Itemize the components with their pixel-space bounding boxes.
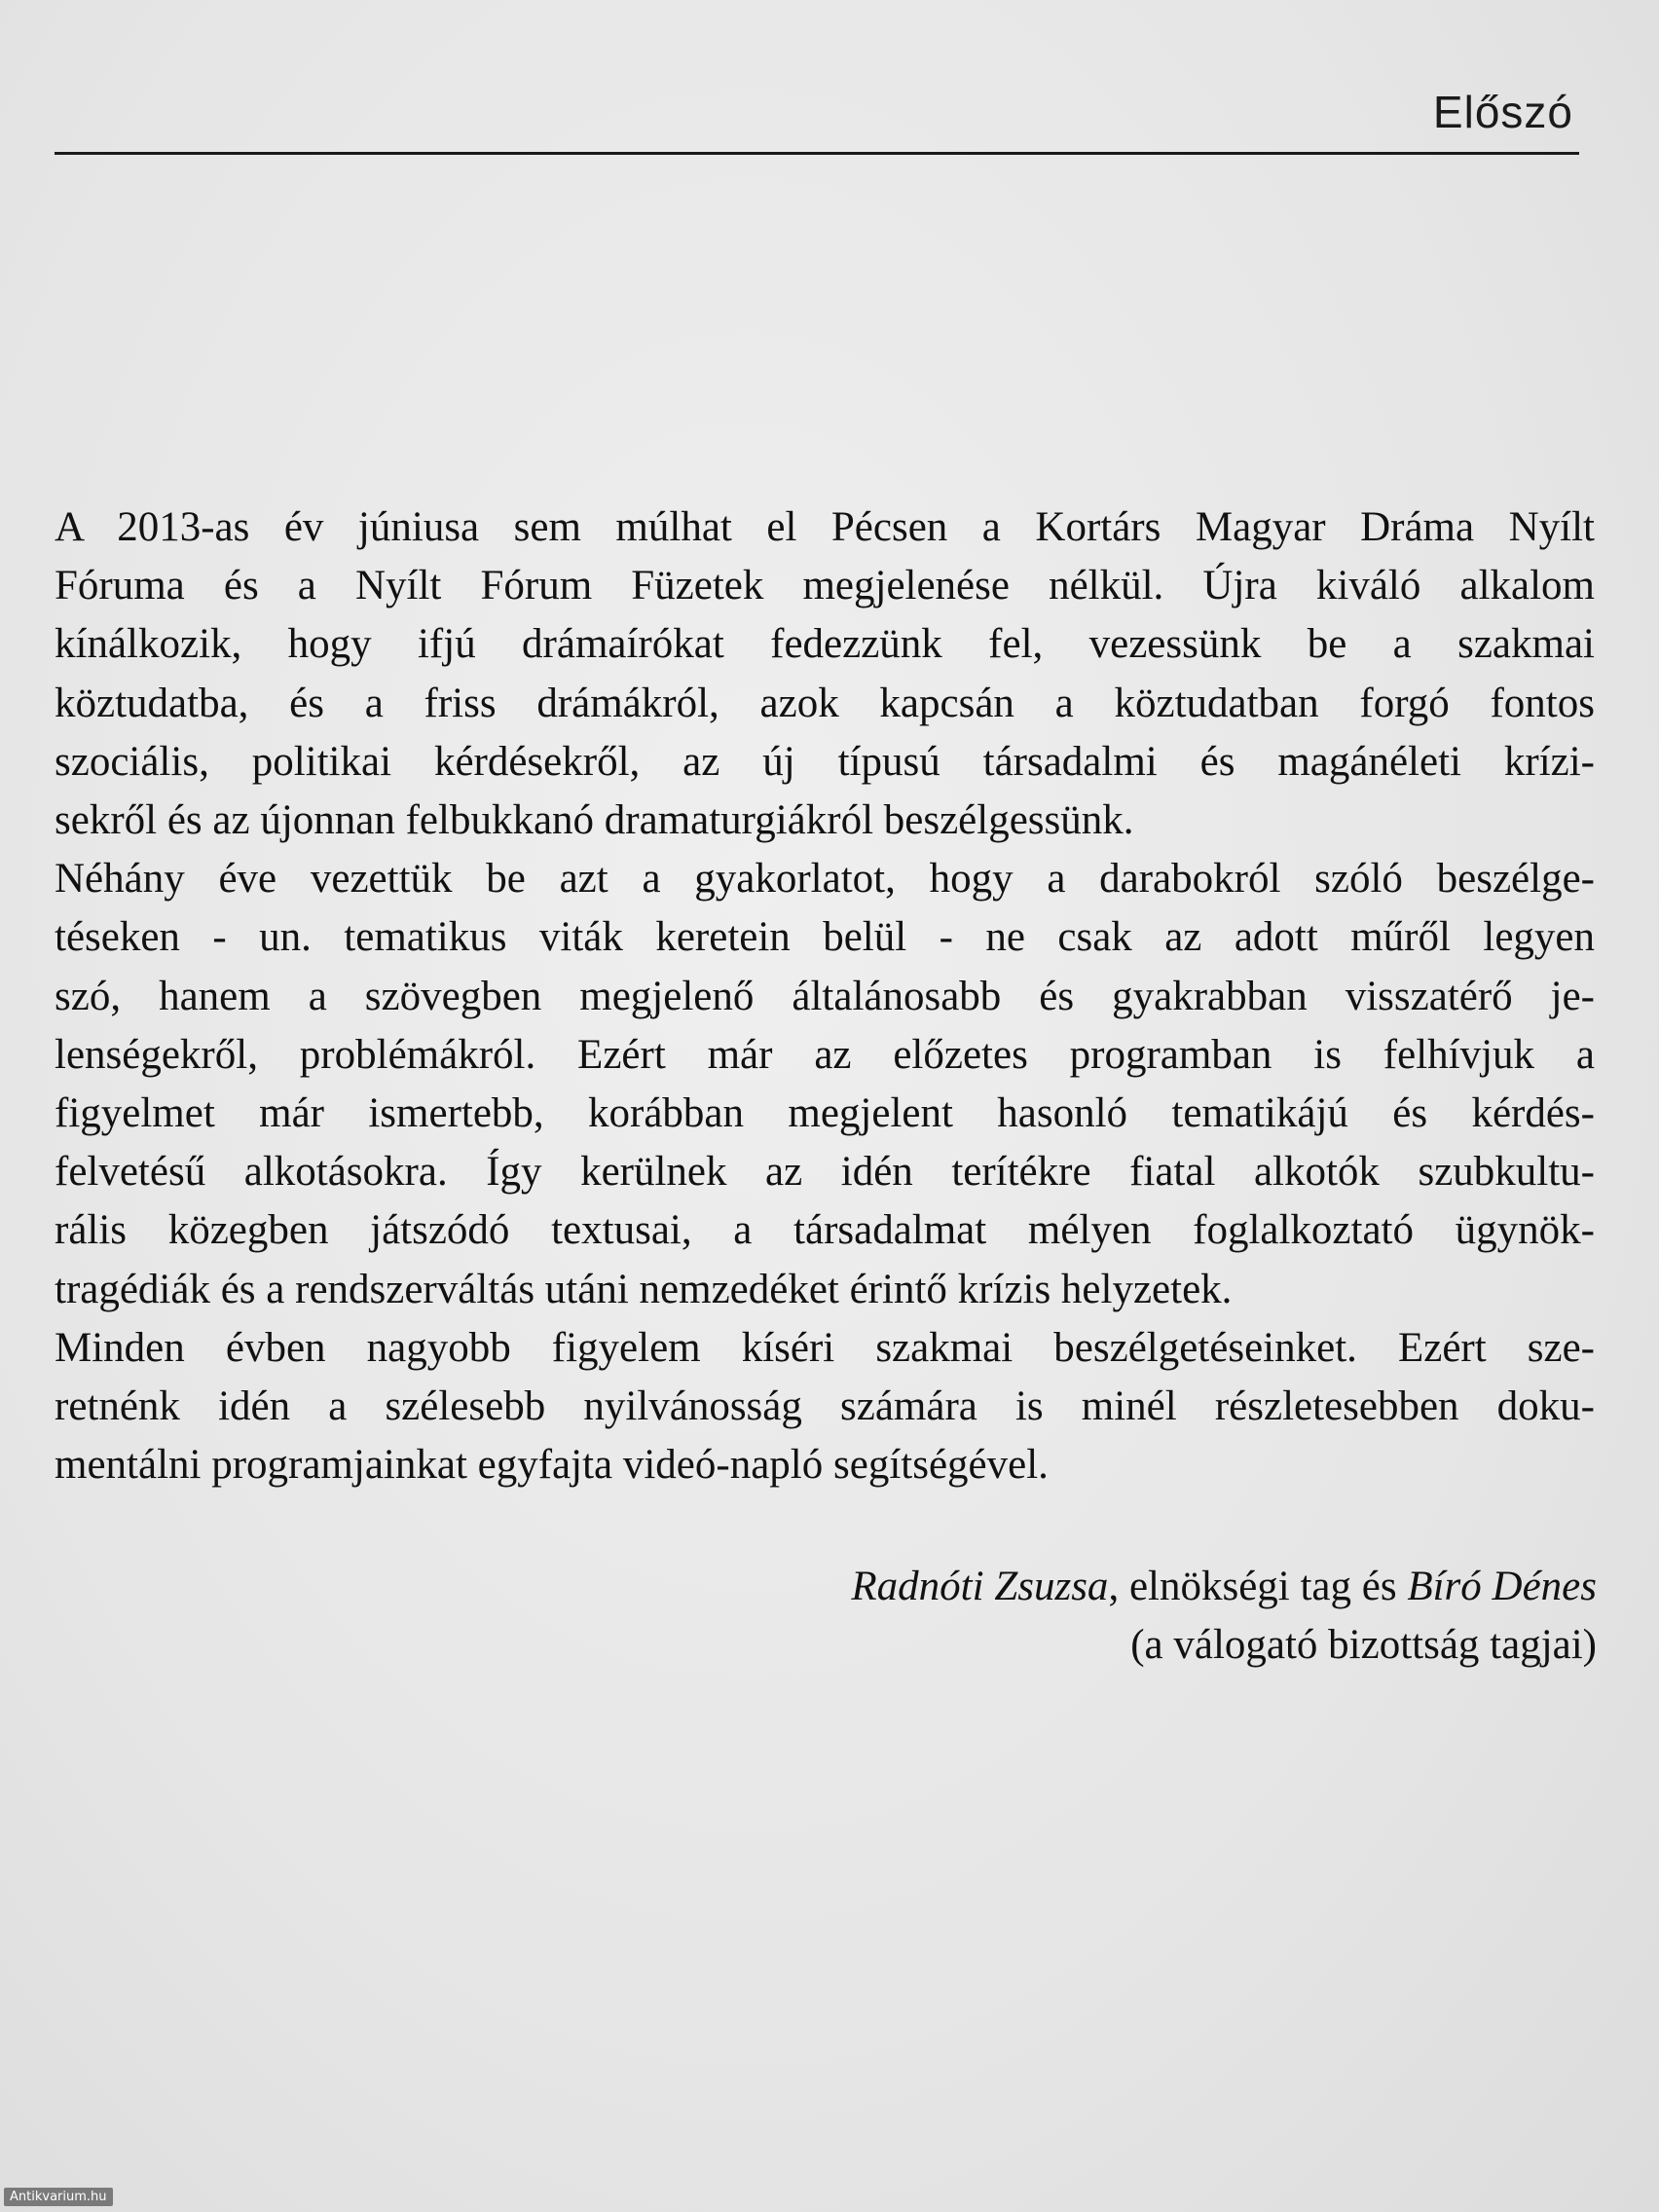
paragraph-3 (55, 1319, 1595, 1495)
text-line: rális közegben játszódó textusai, a társadalmat mélyen foglalkoztató ügynök- (55, 1207, 1595, 1254)
text-line: mentálni programjainkat egyfajta videó-napló segítségével. (55, 1442, 1049, 1489)
author-role: , elnökségi tag és (1108, 1564, 1408, 1609)
text-line: Néhány éve vezettük be azt a gyakorlatot, hogy a darabokról szóló beszélge- (55, 856, 1595, 903)
signature-block (851, 1558, 1597, 1675)
text-line: Fóruma és a Nyílt Fórum Füzetek megjelenése nélkül. Újra kiváló alkalom (55, 563, 1595, 609)
text-line: köztudatba, és a friss drámákról, azok kapcsán a köztudatban forgó fontos (55, 680, 1595, 726)
signature-line-2: (a válogató bizottság tagjai) (1130, 1622, 1597, 1668)
text-line: A 2013-as év júniusa sem múlhat el Pécsen a Kortárs Magyar Dráma Nyílt (55, 504, 1595, 550)
running-title: Előszó (1432, 87, 1573, 137)
text-line: Minden évben nagyobb figyelem kíséri szakmai beszélgetéseinket. Ezért sze- (55, 1324, 1595, 1371)
text-line: felvetésű alkotásokra. Így kerülnek az idén terítékre fiatal alkotók szubkultu- (55, 1149, 1595, 1196)
text-line: szociális, politikai kérdésekről, az új típusú társadalmi és magánéleti krízi- (55, 738, 1595, 785)
text-line: tragédiák és a rendszerváltás utáni nemzedéket érintő krízis helyzetek. (55, 1266, 1233, 1312)
text-line: kínálkozik, hogy ifjú drámaírókat fedezzünk fel, vezessünk be a szakmai (55, 621, 1595, 668)
text-line: téseken - un. tematikus viták keretein belül - ne csak az adott műről legyen (55, 914, 1595, 961)
text-line: figyelmet már ismertebb, korábban megjelent hasonló tematikájú és kérdés- (55, 1090, 1595, 1137)
paragraph-2 (55, 850, 1595, 1319)
text-line: szó, hanem a szövegben megjelenő általánosabb és gyakrabban visszatérő je- (55, 973, 1595, 1019)
text-line: sekről és az újonnan felbukkanó dramaturgiákról beszélgessünk. (55, 797, 1134, 844)
text-line: retnénk idén a szélesebb nyilvánosság számára is minél részletesebben doku- (55, 1383, 1595, 1430)
author-name-1: Radnóti Zsuzsa (851, 1564, 1109, 1609)
signature-line-1 (851, 1558, 1597, 1616)
text-line: lenségekről, problémákról. Ezért már az előzetes programban is felhívjuk a (55, 1031, 1595, 1078)
paragraph-1 (55, 498, 1595, 850)
header-rule (55, 152, 1579, 155)
author-name-2: Bíró Dénes (1407, 1564, 1597, 1609)
watermark-logo: Antikvarium.hu (4, 2188, 113, 2206)
preface-body (55, 498, 1595, 1494)
